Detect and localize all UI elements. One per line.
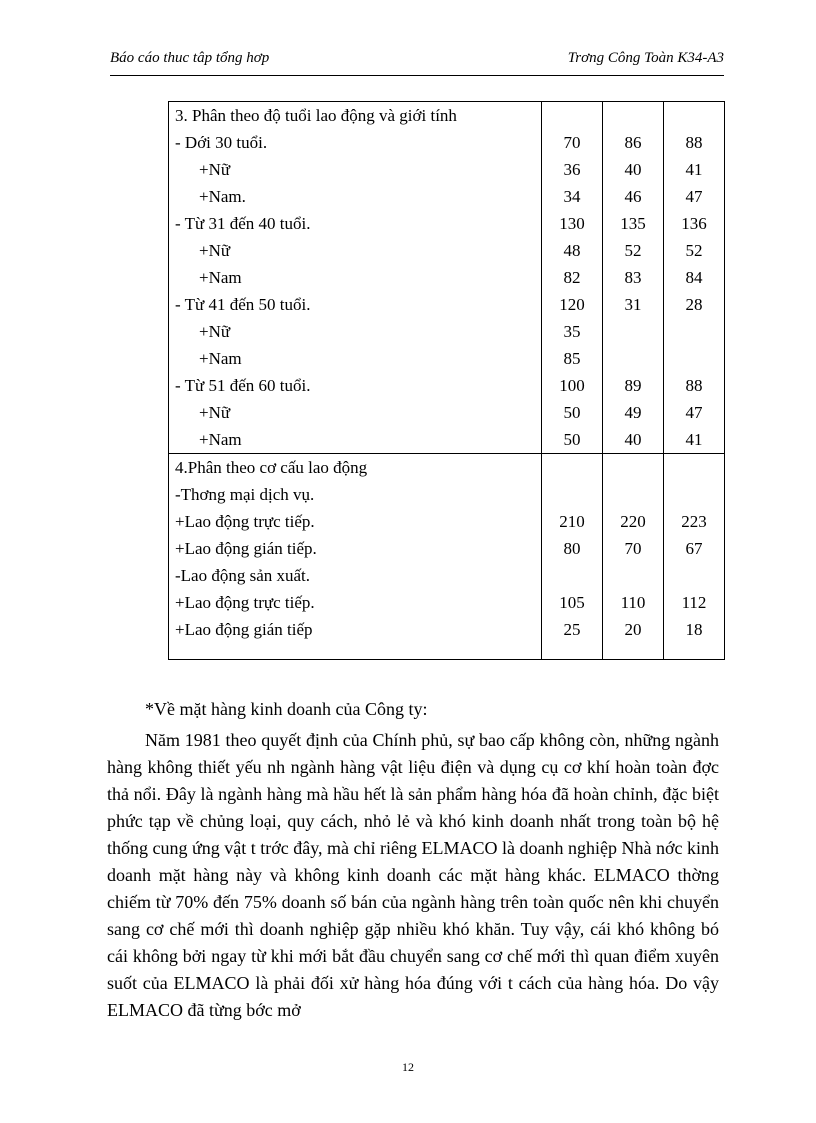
section-heading: *Về mặt hàng kinh doanh của Công ty: bbox=[145, 699, 428, 719]
cell-col-3: 41 bbox=[664, 156, 725, 183]
cell-col-1 bbox=[542, 562, 603, 589]
padding-cell bbox=[169, 643, 542, 660]
cell-col-3 bbox=[664, 345, 725, 372]
cell-col-2 bbox=[603, 481, 664, 508]
cell-col-1: 85 bbox=[542, 345, 603, 372]
cell-col-3 bbox=[664, 454, 725, 482]
cell-col-1: 50 bbox=[542, 399, 603, 426]
cell-col-3 bbox=[664, 481, 725, 508]
cell-col-2: 52 bbox=[603, 237, 664, 264]
cell-col-2: 83 bbox=[603, 264, 664, 291]
header-report-title: Báo cáo thuc tâp tổng hơp bbox=[110, 50, 270, 66]
cell-col-3: 223 bbox=[664, 508, 725, 535]
cell-col-1: 35 bbox=[542, 318, 603, 345]
table-row bbox=[169, 345, 725, 372]
cell-col-1: 82 bbox=[542, 264, 603, 291]
row-label: -Thơng mại dịch vụ. bbox=[169, 481, 542, 508]
cell-col-2 bbox=[603, 454, 664, 482]
cell-col-2: 89 bbox=[603, 372, 664, 399]
cell-col-2: 135 bbox=[603, 210, 664, 237]
row-label: +Nam bbox=[169, 264, 542, 291]
cell-col-2: 110 bbox=[603, 589, 664, 616]
cell-col-3: 41 bbox=[664, 426, 725, 454]
cell-col-2: 31 bbox=[603, 291, 664, 318]
cell-col-3 bbox=[664, 562, 725, 589]
cell-col-1: 100 bbox=[542, 372, 603, 399]
cell-col-1 bbox=[542, 102, 603, 130]
row-label: - Từ 41 đến 50 tuổi. bbox=[169, 291, 542, 318]
cell-col-1 bbox=[542, 454, 603, 482]
cell-col-2: 86 bbox=[603, 129, 664, 156]
table-row bbox=[169, 291, 725, 318]
cell-col-1 bbox=[542, 481, 603, 508]
table-row bbox=[169, 508, 725, 535]
row-label: - Từ 31 đến 40 tuổi. bbox=[169, 210, 542, 237]
cell-col-3: 136 bbox=[664, 210, 725, 237]
cell-col-1: 48 bbox=[542, 237, 603, 264]
cell-col-1: 210 bbox=[542, 508, 603, 535]
cell-col-3: 88 bbox=[664, 372, 725, 399]
row-label: +Nam. bbox=[169, 183, 542, 210]
cell-col-2 bbox=[603, 345, 664, 372]
table-row bbox=[169, 589, 725, 616]
table-row bbox=[169, 318, 725, 345]
table-row bbox=[169, 399, 725, 426]
cell-col-3: 18 bbox=[664, 616, 725, 643]
cell-col-3: 67 bbox=[664, 535, 725, 562]
cell-col-2 bbox=[603, 318, 664, 345]
cell-col-3: 47 bbox=[664, 183, 725, 210]
header-rule bbox=[110, 75, 724, 76]
row-label: - Dới 30 tuổi. bbox=[169, 129, 542, 156]
row-label: +Lao động gián tiếp bbox=[169, 616, 542, 643]
row-label: +Nữ bbox=[169, 318, 542, 345]
row-label: -Lao động sản xuất. bbox=[169, 562, 542, 589]
table-row bbox=[169, 616, 725, 643]
row-label: +Nam bbox=[169, 426, 542, 454]
table-row bbox=[169, 426, 725, 454]
table-row bbox=[169, 372, 725, 399]
cell-col-2: 49 bbox=[603, 399, 664, 426]
padding-cell bbox=[664, 643, 725, 660]
row-label: +Nữ bbox=[169, 399, 542, 426]
cell-col-1: 120 bbox=[542, 291, 603, 318]
cell-col-2: 70 bbox=[603, 535, 664, 562]
cell-col-3: 112 bbox=[664, 589, 725, 616]
row-label: +Lao động gián tiếp. bbox=[169, 535, 542, 562]
page-number: 12 bbox=[402, 1060, 414, 1074]
cell-col-2: 220 bbox=[603, 508, 664, 535]
table-row bbox=[169, 183, 725, 210]
cell-col-2: 46 bbox=[603, 183, 664, 210]
cell-col-3: 84 bbox=[664, 264, 725, 291]
cell-col-1: 80 bbox=[542, 535, 603, 562]
cell-col-2: 20 bbox=[603, 616, 664, 643]
body-paragraph: Năm 1981 theo quyết định của Chính phủ, sự bao cấp không còn, những ngành hàng không thiết yếu nh ngành hàng vật liệu điện và dụng cụ cơ khí hoàn toàn đợc thả nổi. Đây là ngành hàng mà hầu hết là sản phẩm hàng hóa đã hoàn chỉnh, đặc biệt phức tạp về chủng loại, quy cách, nhỏ lẻ và khó kinh doanh nhất trong toàn bộ hệ thống cung ứng vật t trớc đây, mà chỉ riêng ELMACO là doanh nghiệp Nhà nớc kinh doanh mặt hàng này và không kinh doanh các mặt hàng khác. ELMACO thờng chiếm từ 70% đến 75% doanh số bán của ngành hàng trên toàn quốc nên khi chuyển sang cơ chế mới thì doanh nghiệp gặp nhiều khó khăn. Tuy vậy, cái khó không bó cái không bởi ngay từ khi mới bắt đầu chuyển sang cơ chế mới thì quan điểm xuyên suốt của ELMACO là phải đối xử hàng hóa đúng với t cách của hàng hóa. Do vậy ELMACO đã từng bớc mở bbox=[107, 730, 719, 1020]
padding-cell bbox=[542, 643, 603, 660]
cell-col-3: 88 bbox=[664, 129, 725, 156]
table-row bbox=[169, 264, 725, 291]
header-author: Trơng Công Toàn K34-A3 bbox=[567, 50, 724, 66]
table-row bbox=[169, 562, 725, 589]
row-label: +Lao động trực tiếp. bbox=[169, 589, 542, 616]
padding-cell bbox=[603, 643, 664, 660]
cell-col-1: 34 bbox=[542, 183, 603, 210]
cell-col-2: 40 bbox=[603, 426, 664, 454]
cell-col-1: 36 bbox=[542, 156, 603, 183]
cell-col-3: 47 bbox=[664, 399, 725, 426]
cell-col-1: 105 bbox=[542, 589, 603, 616]
labor-table-body bbox=[169, 102, 725, 660]
row-label: +Nữ bbox=[169, 156, 542, 183]
row-label: 4.Phân theo cơ cấu lao động bbox=[169, 454, 542, 482]
row-label: +Lao động trực tiếp. bbox=[169, 508, 542, 535]
cell-col-2: 40 bbox=[603, 156, 664, 183]
table-row bbox=[169, 454, 725, 482]
cell-col-3: 28 bbox=[664, 291, 725, 318]
table-row bbox=[169, 237, 725, 264]
cell-col-3 bbox=[664, 102, 725, 130]
cell-col-3 bbox=[664, 318, 725, 345]
table-bottom-padding bbox=[169, 643, 725, 660]
cell-col-1: 130 bbox=[542, 210, 603, 237]
row-label: +Nam bbox=[169, 345, 542, 372]
table-row bbox=[169, 210, 725, 237]
table-row bbox=[169, 129, 725, 156]
row-label: 3. Phân theo độ tuổi lao động và giới tính bbox=[169, 102, 542, 130]
cell-col-1: 70 bbox=[542, 129, 603, 156]
cell-col-2 bbox=[603, 102, 664, 130]
table-row bbox=[169, 102, 725, 130]
cell-col-3: 52 bbox=[664, 237, 725, 264]
row-label: - Từ 51 đến 60 tuổi. bbox=[169, 372, 542, 399]
page-header bbox=[110, 50, 724, 74]
table-row bbox=[169, 535, 725, 562]
labor-table bbox=[168, 101, 725, 660]
cell-col-1: 25 bbox=[542, 616, 603, 643]
cell-col-2 bbox=[603, 562, 664, 589]
table-row bbox=[169, 481, 725, 508]
table-row bbox=[169, 156, 725, 183]
cell-col-1: 50 bbox=[542, 426, 603, 454]
row-label: +Nữ bbox=[169, 237, 542, 264]
